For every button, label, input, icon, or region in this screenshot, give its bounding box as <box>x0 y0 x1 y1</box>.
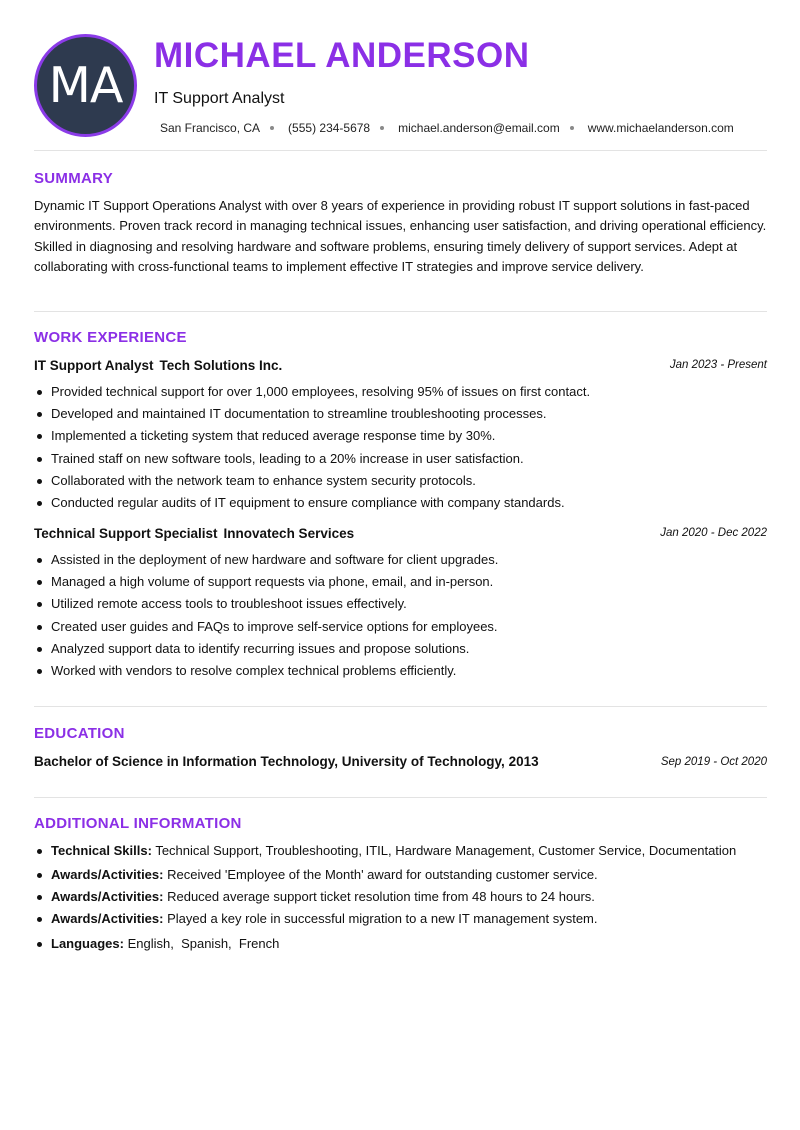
contact-website[interactable]: www.michaelanderson.com <box>587 121 734 135</box>
contact-phone: (555) 234-5678 <box>288 121 371 135</box>
list-item: Analyzed support data to identify recurring issues and propose solutions. <box>34 640 498 662</box>
contact-line <box>160 121 734 135</box>
list-item: Managed a high volume of support requests via phone, email, and in-person. <box>34 573 498 595</box>
job-title: IT Support Analyst <box>34 358 154 373</box>
summary-heading: SUMMARY <box>34 170 114 187</box>
candidate-role: IT Support Analyst <box>154 90 285 107</box>
info-value: Technical Support, Troubleshooting, ITIL, Hardware Management, Customer Service, Documentation <box>155 843 737 858</box>
list-item <box>34 910 736 935</box>
job-bullet-list <box>34 383 590 516</box>
info-label: Awards/Activities: <box>51 889 164 905</box>
list-item: Assisted in the deployment of new hardware and software for client upgrades. <box>34 551 498 573</box>
list-item: Conducted regular audits of IT equipment to ensure compliance with company standards. <box>34 494 590 516</box>
list-item: Utilized remote access tools to troubleshoot issues effectively. <box>34 595 498 617</box>
separator-dot-icon <box>570 126 574 130</box>
additional-info-list <box>34 842 736 958</box>
candidate-name: MICHAEL ANDERSON <box>154 36 530 75</box>
contact-location: San Francisco, CA <box>160 121 261 135</box>
info-value: Reduced average support ticket resolution time from 48 hours to 24 hours. <box>167 889 595 905</box>
list-item: Trained staff on new software tools, leading to a 20% increase in user satisfaction. <box>34 450 590 472</box>
list-item: Worked with vendors to resolve complex technical problems efficiently. <box>34 662 498 684</box>
avatar <box>34 34 137 137</box>
job-dates: Jan 2020 - Dec 2022 <box>660 527 767 539</box>
info-label: Awards/Activities: <box>51 867 164 882</box>
info-value: Played a key role in successful migration to a new IT management system. <box>167 911 598 927</box>
section-divider <box>34 797 767 798</box>
list-item: Developed and maintained IT documentation to streamline troubleshooting processes. <box>34 405 590 427</box>
education-heading: EDUCATION <box>34 725 125 742</box>
list-item <box>34 866 736 888</box>
job-bullet-list <box>34 551 498 684</box>
list-item <box>34 842 736 866</box>
job-company: Innovatech Services <box>223 526 355 541</box>
job-title-line <box>34 358 282 373</box>
list-item: Created user guides and FAQs to improve self-service options for employees. <box>34 618 498 640</box>
additional-heading: ADDITIONAL INFORMATION <box>34 815 242 832</box>
info-label: Technical Skills: <box>51 843 152 858</box>
section-divider <box>34 706 767 707</box>
contact-email[interactable]: michael.anderson@email.com <box>398 121 560 135</box>
summary-text: Dynamic IT Support Operations Analyst with over 8 years of experience in providing robust IT support solutions in fast-paced environments. Proven track record in managing technical issues, enhancing user satisfaction, and driving operational efficiency. Skilled in diagnosing and resolving hardware and software problems, ensuring timely delivery of support services. Adept at collaborating with cross-functional teams to implement effective IT strategies and improve service delivery. <box>34 198 767 274</box>
info-value: Received 'Employee of the Month' award for outstanding customer service. <box>167 867 598 882</box>
section-divider <box>34 150 767 151</box>
list-item: Provided technical support for over 1,000 employees, resolving 95% of issues on first contact. <box>34 383 590 405</box>
section-divider <box>34 311 767 312</box>
experience-heading: WORK EXPERIENCE <box>34 329 187 346</box>
job-header <box>34 526 767 544</box>
job-dates: Jan 2023 - Present <box>669 359 767 371</box>
list-item <box>34 935 736 957</box>
info-label: Awards/Activities: <box>51 911 164 927</box>
job-header <box>34 358 767 376</box>
info-label: Languages: <box>51 936 124 952</box>
education-degree: Bachelor of Science in Information Technology, University of Technology, 2013 <box>34 754 539 769</box>
list-item: Implemented a ticketing system that reduced average response time by 30%. <box>34 427 590 449</box>
separator-dot-icon <box>270 126 274 130</box>
list-item <box>34 888 736 910</box>
job-title: Technical Support Specialist <box>34 526 218 541</box>
job-title-line <box>34 526 354 541</box>
list-item: Collaborated with the network team to enhance system security protocols. <box>34 472 590 494</box>
education-dates: Sep 2019 - Oct 2020 <box>660 756 767 768</box>
resume-header <box>34 34 767 138</box>
info-value: English, Spanish, French <box>127 936 280 952</box>
job-company: Tech Solutions Inc. <box>159 358 283 373</box>
separator-dot-icon <box>380 126 384 130</box>
avatar-initials: MA <box>48 57 123 114</box>
